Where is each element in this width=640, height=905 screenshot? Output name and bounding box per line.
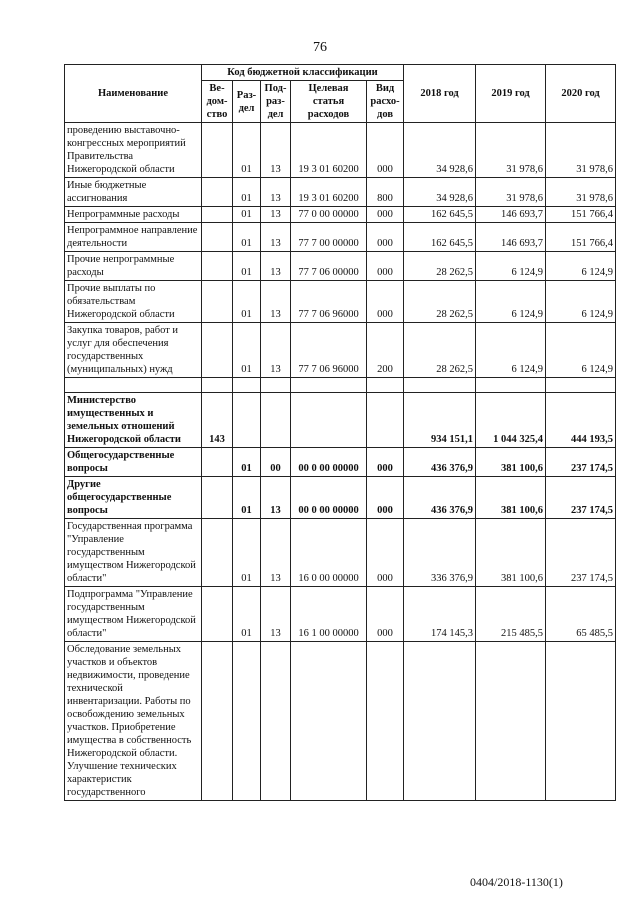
cell-2018: 162 645,5 — [404, 223, 476, 252]
cell-2018: 28 262,5 — [404, 281, 476, 323]
cell-celevaya: 77 7 06 00000 — [291, 252, 367, 281]
header-name: Наименование — [65, 65, 202, 123]
cell-2020: 237 174,5 — [546, 519, 616, 587]
cell-podrazdel: 13 — [261, 178, 291, 207]
cell-celevaya: 16 0 00 00000 — [291, 519, 367, 587]
cell-vid — [367, 642, 404, 801]
header-2018: 2018 год — [404, 65, 476, 123]
cell-vedomstvo — [202, 207, 233, 223]
cell-vid: 000 — [367, 223, 404, 252]
cell-name: проведению выставочно-конгрессных мероприятий Правительства Нижегородской области — [65, 123, 202, 178]
spacer-row — [65, 378, 616, 393]
cell-2020: 6 124,9 — [546, 323, 616, 378]
cell-2018: 162 645,5 — [404, 207, 476, 223]
cell-celevaya: 77 7 06 96000 — [291, 281, 367, 323]
cell-2020: 444 193,5 — [546, 393, 616, 448]
table-row — [65, 123, 616, 178]
cell-2019 — [476, 642, 546, 801]
cell-2019: 381 100,6 — [476, 448, 546, 477]
cell-podrazdel: 13 — [261, 252, 291, 281]
cell-2018: 28 262,5 — [404, 323, 476, 378]
cell-razdel: 01 — [233, 223, 261, 252]
cell-2020: 6 124,9 — [546, 252, 616, 281]
cell-2018: 174 145,3 — [404, 587, 476, 642]
cell-podrazdel: 13 — [261, 587, 291, 642]
cell-2020: 151 766,4 — [546, 223, 616, 252]
cell-2019: 381 100,6 — [476, 477, 546, 519]
cell-razdel: 01 — [233, 323, 261, 378]
header-celevaya: Целевая статья расходов — [291, 81, 367, 123]
cell-vid: 000 — [367, 281, 404, 323]
cell-2019 — [476, 378, 546, 393]
cell-vid: 800 — [367, 178, 404, 207]
budget-table — [64, 64, 616, 801]
cell-vedomstvo — [202, 448, 233, 477]
cell-vedomstvo — [202, 123, 233, 178]
cell-name: Непрограммные расходы — [65, 207, 202, 223]
cell-name: Обследование земельных участков и объектов недвижимости, проведение технической инвентаризации. Работы по освобождению земельных участков. Приобретение имущества в собственность Нижегородской области. Улучшение технических характеристик государственного — [65, 642, 202, 801]
header-2020: 2020 год — [546, 65, 616, 123]
cell-2018: 34 928,6 — [404, 123, 476, 178]
table-row — [65, 642, 616, 801]
cell-2019: 31 978,6 — [476, 123, 546, 178]
cell-name: Общегосударственные вопросы — [65, 448, 202, 477]
document-code: 0404/2018-1130(1) — [470, 875, 563, 889]
cell-name: Другие общегосударственные вопросы — [65, 477, 202, 519]
table-row — [65, 252, 616, 281]
cell-razdel — [233, 642, 261, 801]
cell-2018 — [404, 642, 476, 801]
cell-vid: 000 — [367, 587, 404, 642]
cell-2019: 215 485,5 — [476, 587, 546, 642]
table-row — [65, 281, 616, 323]
cell-razdel: 01 — [233, 123, 261, 178]
cell-2019: 381 100,6 — [476, 519, 546, 587]
cell-name: Министерство имущественных и земельных отношений Нижегородской области — [65, 393, 202, 448]
table-row — [65, 519, 616, 587]
header-podrazdel: Под-раз-дел — [261, 81, 291, 123]
cell-podrazdel: 13 — [261, 223, 291, 252]
cell-razdel — [233, 393, 261, 448]
cell-celevaya — [291, 378, 367, 393]
cell-razdel: 01 — [233, 519, 261, 587]
table-row — [65, 393, 616, 448]
cell-2018: 436 376,9 — [404, 477, 476, 519]
cell-name: Прочие непрограммные расходы — [65, 252, 202, 281]
cell-2019: 1 044 325,4 — [476, 393, 546, 448]
cell-celevaya — [291, 393, 367, 448]
cell-name: Подпрограмма "Управление государственным имуществом Нижегородской области" — [65, 587, 202, 642]
cell-2018: 436 376,9 — [404, 448, 476, 477]
cell-name — [65, 378, 202, 393]
cell-2020 — [546, 378, 616, 393]
cell-2018: 28 262,5 — [404, 252, 476, 281]
cell-celevaya: 00 0 00 00000 — [291, 477, 367, 519]
table-row — [65, 323, 616, 378]
cell-celevaya: 19 3 01 60200 — [291, 123, 367, 178]
cell-vid: 000 — [367, 123, 404, 178]
cell-podrazdel — [261, 642, 291, 801]
header-classification: Код бюджетной классификации — [202, 65, 404, 81]
cell-podrazdel — [261, 393, 291, 448]
cell-vedomstvo — [202, 178, 233, 207]
table-body — [65, 123, 616, 801]
cell-podrazdel: 13 — [261, 477, 291, 519]
cell-podrazdel: 13 — [261, 323, 291, 378]
cell-2019: 146 693,7 — [476, 207, 546, 223]
cell-vedomstvo — [202, 223, 233, 252]
cell-podrazdel: 13 — [261, 123, 291, 178]
cell-celevaya: 77 7 00 00000 — [291, 223, 367, 252]
cell-2020: 237 174,5 — [546, 477, 616, 519]
cell-2019: 6 124,9 — [476, 252, 546, 281]
cell-vid: 200 — [367, 323, 404, 378]
cell-2020 — [546, 642, 616, 801]
cell-celevaya: 77 0 00 00000 — [291, 207, 367, 223]
cell-2020: 65 485,5 — [546, 587, 616, 642]
cell-2018: 934 151,1 — [404, 393, 476, 448]
cell-podrazdel: 00 — [261, 448, 291, 477]
cell-vid: 000 — [367, 477, 404, 519]
table-row — [65, 587, 616, 642]
cell-vedomstvo — [202, 323, 233, 378]
cell-name: Непрограммное направление деятельности — [65, 223, 202, 252]
table-row — [65, 207, 616, 223]
cell-podrazdel: 13 — [261, 519, 291, 587]
cell-vedomstvo — [202, 477, 233, 519]
cell-vid: 000 — [367, 252, 404, 281]
cell-vedomstvo — [202, 587, 233, 642]
cell-vid: 000 — [367, 207, 404, 223]
header-razdel: Раз-дел — [233, 81, 261, 123]
cell-2020: 151 766,4 — [546, 207, 616, 223]
table-row — [65, 223, 616, 252]
cell-vedomstvo — [202, 378, 233, 393]
cell-2019: 6 124,9 — [476, 323, 546, 378]
cell-name: Государственная программа "Управление государственным имуществом Нижегородской области" — [65, 519, 202, 587]
cell-vid — [367, 393, 404, 448]
cell-razdel — [233, 378, 261, 393]
cell-razdel: 01 — [233, 448, 261, 477]
cell-2020: 6 124,9 — [546, 281, 616, 323]
cell-2019: 31 978,6 — [476, 178, 546, 207]
cell-razdel: 01 — [233, 178, 261, 207]
table-row — [65, 477, 616, 519]
cell-vid: 000 — [367, 519, 404, 587]
header-2019: 2019 год — [476, 65, 546, 123]
header-vedomstvo: Ве-дом-ство — [202, 81, 233, 123]
cell-razdel: 01 — [233, 252, 261, 281]
cell-2020: 31 978,6 — [546, 178, 616, 207]
cell-podrazdel: 13 — [261, 281, 291, 323]
cell-vedomstvo — [202, 281, 233, 323]
cell-podrazdel: 13 — [261, 207, 291, 223]
cell-razdel: 01 — [233, 207, 261, 223]
cell-celevaya: 19 3 01 60200 — [291, 178, 367, 207]
page-number: 76 — [313, 40, 327, 55]
cell-vid: 000 — [367, 448, 404, 477]
table-row — [65, 178, 616, 207]
cell-celevaya: 16 1 00 00000 — [291, 587, 367, 642]
cell-vedomstvo — [202, 252, 233, 281]
cell-razdel: 01 — [233, 281, 261, 323]
cell-vedomstvo — [202, 642, 233, 801]
cell-2019: 6 124,9 — [476, 281, 546, 323]
cell-vedomstvo — [202, 519, 233, 587]
table-row — [65, 448, 616, 477]
cell-vedomstvo: 143 — [202, 393, 233, 448]
cell-2020: 31 978,6 — [546, 123, 616, 178]
cell-2018: 34 928,6 — [404, 178, 476, 207]
cell-2018 — [404, 378, 476, 393]
cell-razdel: 01 — [233, 477, 261, 519]
cell-name: Иные бюджетные ассигнования — [65, 178, 202, 207]
cell-name: Закупка товаров, работ и услуг для обеспечения государственных (муниципальных) нужд — [65, 323, 202, 378]
cell-2018: 336 376,9 — [404, 519, 476, 587]
cell-name: Прочие выплаты по обязательствам Нижегородской области — [65, 281, 202, 323]
cell-2019: 146 693,7 — [476, 223, 546, 252]
cell-razdel: 01 — [233, 587, 261, 642]
cell-podrazdel — [261, 378, 291, 393]
cell-celevaya — [291, 642, 367, 801]
cell-celevaya: 00 0 00 00000 — [291, 448, 367, 477]
header-vid: Вид расхо-дов — [367, 81, 404, 123]
cell-celevaya: 77 7 06 96000 — [291, 323, 367, 378]
cell-2020: 237 174,5 — [546, 448, 616, 477]
cell-vid — [367, 378, 404, 393]
